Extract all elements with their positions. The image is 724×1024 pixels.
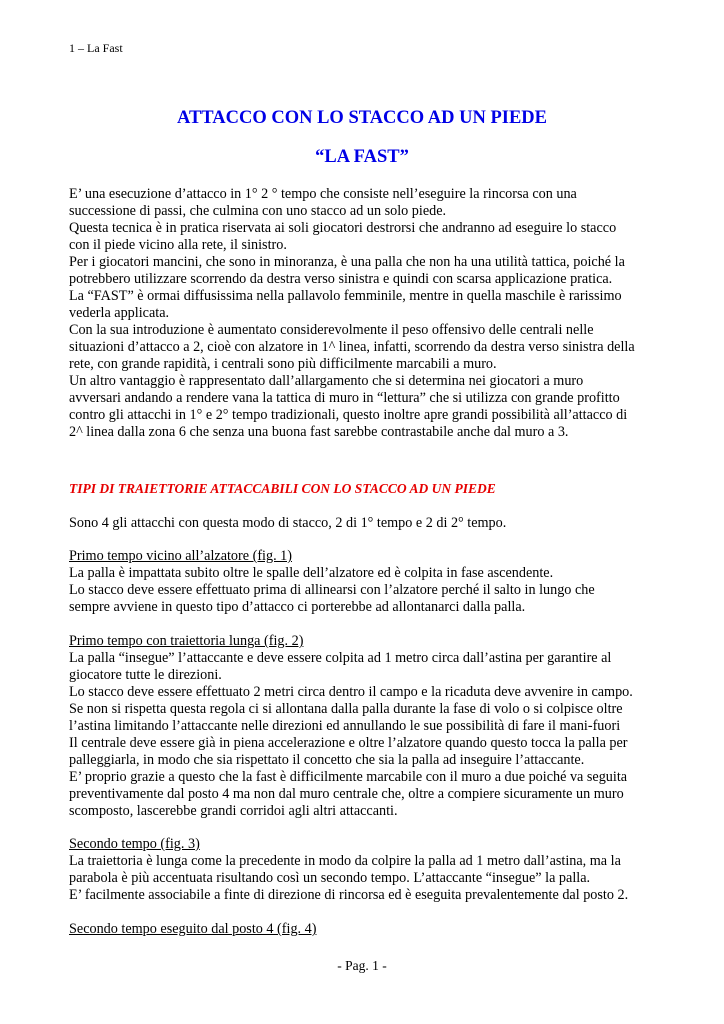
intro-paragraph: E’ una esecuzione d’attacco in 1° 2 ° tempo che consiste nell’eseguire la rincorsa con una successione di passi, che culmina con uno stacco ad un solo piede. bbox=[69, 186, 577, 219]
intro-section bbox=[69, 186, 659, 441]
paragraph: La traiettoria è lunga come la precedente in modo da colpire la palla ad 1 metro dall’astina, ma la parabola è più accentuata risultando così un secondo tempo. L’attaccante “insegue” la palla. bbox=[69, 853, 621, 886]
paragraph: E’ proprio grazie a questo che la fast è difficilmente marcabile con il muro a due poiché va seguita preventivamente dal posto 4 ma non dal muro centrale che, oltre a compiere sicuramente un muro scomposto, lascerebbe grandi corridoi agli altri attaccanti. bbox=[69, 769, 628, 819]
secondo-section bbox=[69, 836, 659, 904]
summary-paragraph: Sono 4 gli attacchi con questa modo di stacco, 2 di 1° tempo e 2 di 2° tempo. bbox=[69, 515, 507, 531]
section-heading: TIPI DI TRAIETTORIE ATTACCABILI CON LO STACCO AD UN PIEDE bbox=[69, 481, 496, 496]
paragraph: Lo stacco deve essere effettuato prima di allinearsi con l’alzatore perché il salto in lungo che sempre avviene in questo tipo d’attacco ci porterebbe ad allontanarci dalla palla. bbox=[69, 582, 595, 615]
primo-vicino-section bbox=[69, 548, 659, 616]
paragraph: E’ facilmente associabile a finte di direzione di rincorsa ed è eseguita prevalentemente dal posto 2. bbox=[69, 887, 629, 903]
primo-lunga-section bbox=[69, 633, 659, 820]
intro-paragraph: La “FAST” è ormai diffusissima nella pallavolo femminile, mentre in quella maschile è rarissimo vederla applicata. bbox=[69, 288, 622, 321]
intro-paragraph: Un altro vantaggio è rappresentato dall’allargamento che si determina nei giocatori a muro avversari andando a rendere vana la tattica di muro in “lettura” che si utilizza con grande profitto contro gli attacchi in 1° e 2° tempo tradizionali, questo inoltre apre grandi possibilità all’attacco di 2^ linea dalla zona 6 che senza una buona fast sarebbe contrastabile anche dal muro a 3. bbox=[69, 373, 628, 440]
section-summary bbox=[69, 515, 659, 532]
secondo-posto4-section bbox=[69, 921, 659, 938]
intro-paragraph: Con la sua introduzione è aumentato considerevolmente il peso offensivo delle centrali nelle situazioni d’attacco a 2, cioè con alzatore in 1^ linea, infatti, scorrendo da destra verso sinistra della rete, con grande rapidità, i centrali sono più difficilmente marcabili a muro. bbox=[69, 322, 635, 372]
intro-paragraph: Per i giocatori mancini, che sono in minoranza, è una palla che non ha una utilità tattica, poiché la potrebbero utilizzare scorrendo da destra verso sinistra e quindi con scarsa applicazione pratica. bbox=[69, 254, 625, 287]
document-subtitle: “LA FAST” bbox=[315, 147, 409, 167]
paragraph: La palla è impattata subito oltre le spalle dell’alzatore ed è colpita in fase ascendente. bbox=[69, 565, 554, 581]
document-title: ATTACCO CON LO STACCO AD UN PIEDE bbox=[176, 108, 548, 128]
subsection-heading: Secondo tempo eseguito dal posto 4 (fig. 4) bbox=[69, 921, 317, 937]
paragraph: La palla “insegue” l’attaccante e deve essere colpita ad 1 metro circa dall’astina per garantire al giocatore tutte le direzioni. bbox=[69, 650, 612, 683]
subsection-heading: Primo tempo vicino all’alzatore (fig. 1) bbox=[69, 548, 292, 564]
page-number: - Pag. 1 - bbox=[337, 958, 387, 973]
running-header: 1 – La Fast bbox=[69, 41, 123, 55]
subsection-heading: Primo tempo con traiettoria lunga (fig. 2) bbox=[69, 633, 304, 649]
paragraph: Se non si rispetta questa regola ci si allontana dalla palla durante la fase di volo o si colpisce oltre l’astina limitando l’attaccante nelle direzioni ed annullando le sue possibilità di fare il mani-fuori bbox=[69, 701, 623, 734]
paragraph: Il centrale deve essere già in piena accelerazione e oltre l’alzatore quando questo tocca la palla per palleggiarla, in modo che sia rispettato il concetto che sia la palla ad inseguire l’attaccante. bbox=[69, 735, 628, 768]
intro-paragraph: Questa tecnica è in pratica riservata ai soli giocatori destrorsi che andranno ad eseguire lo stacco con il piede vicino alla rete, il sinistro. bbox=[69, 220, 617, 253]
paragraph: Lo stacco deve essere effettuato 2 metri circa dentro il campo e la ricaduta deve avvenire in campo. bbox=[69, 684, 633, 700]
subsection-heading: Secondo tempo (fig. 3) bbox=[69, 836, 200, 852]
